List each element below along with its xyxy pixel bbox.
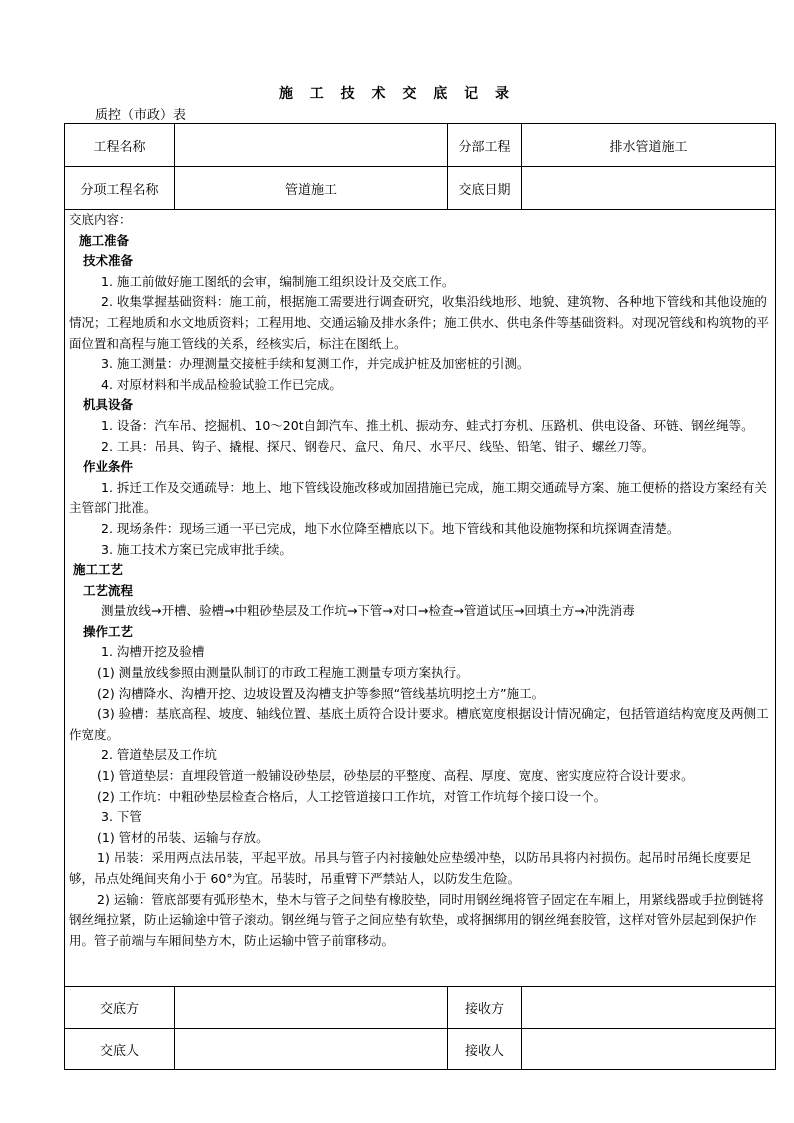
receiver-value[interactable] <box>522 987 775 1028</box>
giver-person-value[interactable] <box>175 1029 447 1070</box>
project-name-value[interactable] <box>175 124 447 166</box>
division-value[interactable]: 排水管道施工 <box>609 139 688 155</box>
paragraph: 3. 下管 <box>101 809 142 825</box>
giver-value[interactable] <box>175 987 447 1028</box>
paragraph: (1) 管材的吊装、运输与存放。 <box>97 829 269 845</box>
paragraph: (1) 管道垫层：直埋段管道一般铺设砂垫层，砂垫层的平整度、高程、厚度、宽度、密实度应符合设计要求。 <box>97 768 694 784</box>
paragraph: (3) 验槽：基底高程、坡度、轴线位置、基底土质符合设计要求。槽底宽度根据设计情况确定，包括管道结构宽度及两侧工作宽度。 <box>69 706 769 742</box>
subsection-heading: 操作工艺 <box>83 623 134 639</box>
form-code: 质控（市政）表 <box>95 108 187 123</box>
page-title: 施 工 技 术 交 底 记 录 <box>278 86 516 102</box>
receiver-label: 接收方 <box>464 1002 504 1017</box>
subsection-heading: 作业条件 <box>83 459 134 475</box>
content-intro: 交底内容： <box>69 212 132 227</box>
giver-label: 交底方 <box>99 1002 139 1017</box>
date-label: 交底日期 <box>458 182 511 198</box>
subsection-heading: 机具设备 <box>83 397 134 413</box>
section-heading: 施工工艺 <box>73 562 124 578</box>
disclosure-content <box>65 210 775 990</box>
paragraph: (2) 沟槽降水、沟槽开挖、边坡设置及沟槽支护等参照“管线基坑明挖土方”施工。 <box>97 685 545 701</box>
subsection-heading: 工艺流程 <box>83 582 134 598</box>
project-name-label: 工程名称 <box>93 139 146 155</box>
paragraph: 1. 沟槽开挖及验槽 <box>101 644 205 660</box>
paragraph: 4. 对原材料和半成品检验试验工作已完成。 <box>101 376 342 392</box>
section-heading: 施工准备 <box>79 232 130 248</box>
paragraph: 1) 吊装：采用两点法吊装，平起平放。吊具与管子内衬接触处应垫缓冲垫，以防吊具将内衬损伤。起吊时吊绳长度要足够，吊点处绳间夹角小于 60°为宜。吊装时，吊重臂下严禁站人，以防发生危险。 <box>69 850 752 886</box>
receiver-person-value[interactable] <box>522 1029 775 1070</box>
subitem-label: 分项工程名称 <box>80 182 159 198</box>
subsection-heading: 技术准备 <box>83 253 134 269</box>
record-table <box>64 123 776 1070</box>
paragraph: 2. 现场条件：现场三通一平已完成，地下水位降至槽底以下。地下管线和其他设施物探和坑探调查清楚。 <box>101 520 680 536</box>
paragraph: 2) 运输：管底部要有弧形垫木，垫木与管子之间垫有橡胶垫，同时用钢丝绳将管子固定在车厢上，用紧线器或手拉倒链将钢丝绳拉紧，防止运输途中管子滚动。钢丝绳与管子之间应垫有软垫，或将捆绑用的钢丝绳套胶管，这样对管外层起到保护作用。管子前端与车厢间垫方木，防止运输中管子前窜移动。 <box>69 891 764 948</box>
paragraph: 2. 管道垫层及工作坑 <box>101 747 217 763</box>
paragraph: (1) 测量放线参照由测量队制订的市政工程施工测量专项方案执行。 <box>97 665 469 681</box>
paragraph: 1. 拆迁工作及交通疏导：地上、地下管线设施改移或加固措施已完成，施工期交通疏导方案、施工便桥的搭设方案经有关主管部门批准。 <box>69 479 767 516</box>
date-value[interactable] <box>522 167 775 209</box>
paragraph: 3. 施工技术方案已完成审批手续。 <box>101 541 292 557</box>
process-flow: 测量放线→开槽、验槽→中粗砂垫层及工作坑→下管→对口→检查→管道试压→回填土方→冲洗消毒 <box>101 603 635 619</box>
paragraph: (2) 工作坑：中粗砂垫层检查合格后，人工挖管道接口工作坑，对管工作坑每个接口设一个。 <box>97 788 607 804</box>
paragraph: 3. 施工测量：办理测量交接桩手续和复测工作，并完成护桩及加密桩的引测。 <box>101 356 530 372</box>
paragraph: 1. 设备：汽车吊、挖掘机、10～20t自卸汽车、推土机、振动夯、蛙式打夯机、压路机、供电设备、环链、钢丝绳等。 <box>101 417 754 433</box>
paragraph: 2. 收集掌握基础资料：施工前，根据施工需要进行调查研究，收集沿线地形、地貌、建筑物、各种地下管线和其他设施的情况；工程地质和水文地质资料；工程用地、交通运输及排水条件；施工供水、供电条件等基础资料。对现况管线和构筑物的平面位置和高程与施工管线的关系，经核实后，标注在图纸上。 <box>69 294 770 351</box>
division-label: 分部工程 <box>458 139 511 155</box>
paragraph: 1. 施工前做好施工图纸的会审，编制施工组织设计及交底工作。 <box>101 273 455 289</box>
giver-person-label: 交底人 <box>99 1044 139 1059</box>
paragraph: 2. 工具：吊具、钩子、撬棍、探尺、钢卷尺、盒尺、角尺、水平尺、线坠、铅笔、钳子、螺丝刀等。 <box>101 438 655 454</box>
receiver-person-label: 接收人 <box>464 1044 504 1059</box>
subitem-value[interactable]: 管道施工 <box>284 182 337 198</box>
